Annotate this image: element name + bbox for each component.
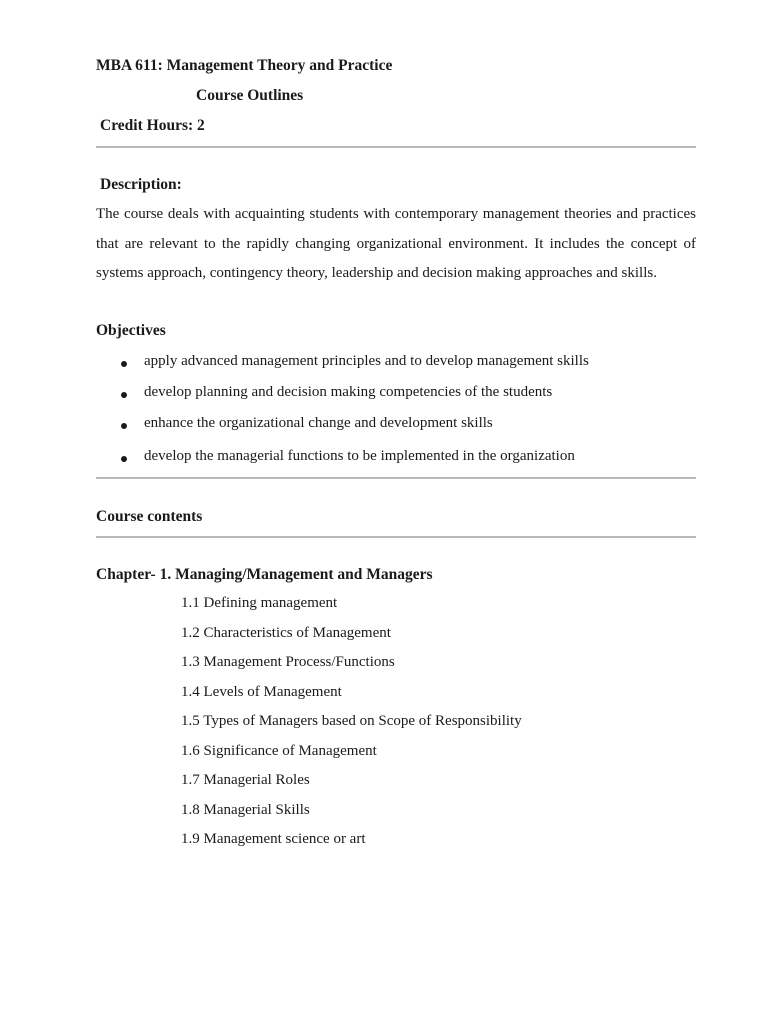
chapter-1-subitem: 1.8 Managerial Skills	[181, 802, 310, 818]
description-heading: Description:	[100, 176, 182, 193]
chapter-1-subitem: 1.4 Levels of Management	[181, 684, 342, 700]
chapter-1-subitem: 1.6 Significance of Management	[181, 743, 377, 759]
bullet-icon	[121, 361, 127, 367]
divider	[96, 536, 696, 538]
objectives-heading: Objectives	[96, 322, 166, 339]
chapter-1-heading: Chapter- 1. Managing/Management and Managers	[96, 566, 433, 583]
bullet-icon	[121, 392, 127, 398]
divider	[96, 146, 696, 148]
chapter-1-subitem: 1.1 Defining management	[181, 595, 338, 611]
chapter-1-subitem: 1.3 Management Process/Functions	[181, 654, 395, 670]
divider	[96, 477, 696, 479]
description-body: The course deals with acquainting students with contemporary management theories and practices that are relevant to the rapidly changing organizational environment. It includes the concept of systems approach, contingency theory, leadership and decision making approaches and skills.	[96, 206, 696, 282]
credit-hours: Credit Hours: 2	[100, 117, 205, 134]
chapter-1-subitem: 1.7 Managerial Roles	[181, 772, 310, 788]
course-contents-heading: Course contents	[96, 508, 203, 525]
chapter-1-subitem: 1.5 Types of Managers based on Scope of Responsibility	[181, 713, 522, 729]
course-title: MBA 611: Management Theory and Practice	[96, 57, 393, 74]
objective-text: apply advanced management principles and to develop management skills	[144, 353, 589, 369]
chapter-1-subitem: 1.9 Management science or art	[181, 831, 366, 847]
bullet-icon	[121, 456, 127, 462]
objective-text: develop planning and decision making competencies of the students	[144, 384, 553, 400]
objective-text: develop the managerial functions to be implemented in the organization	[144, 448, 575, 464]
objective-text: enhance the organizational change and development skills	[144, 415, 493, 431]
course-subtitle: Course Outlines	[196, 87, 304, 104]
chapter-1-subitem: 1.2 Characteristics of Management	[181, 625, 391, 641]
bullet-icon	[121, 423, 127, 429]
